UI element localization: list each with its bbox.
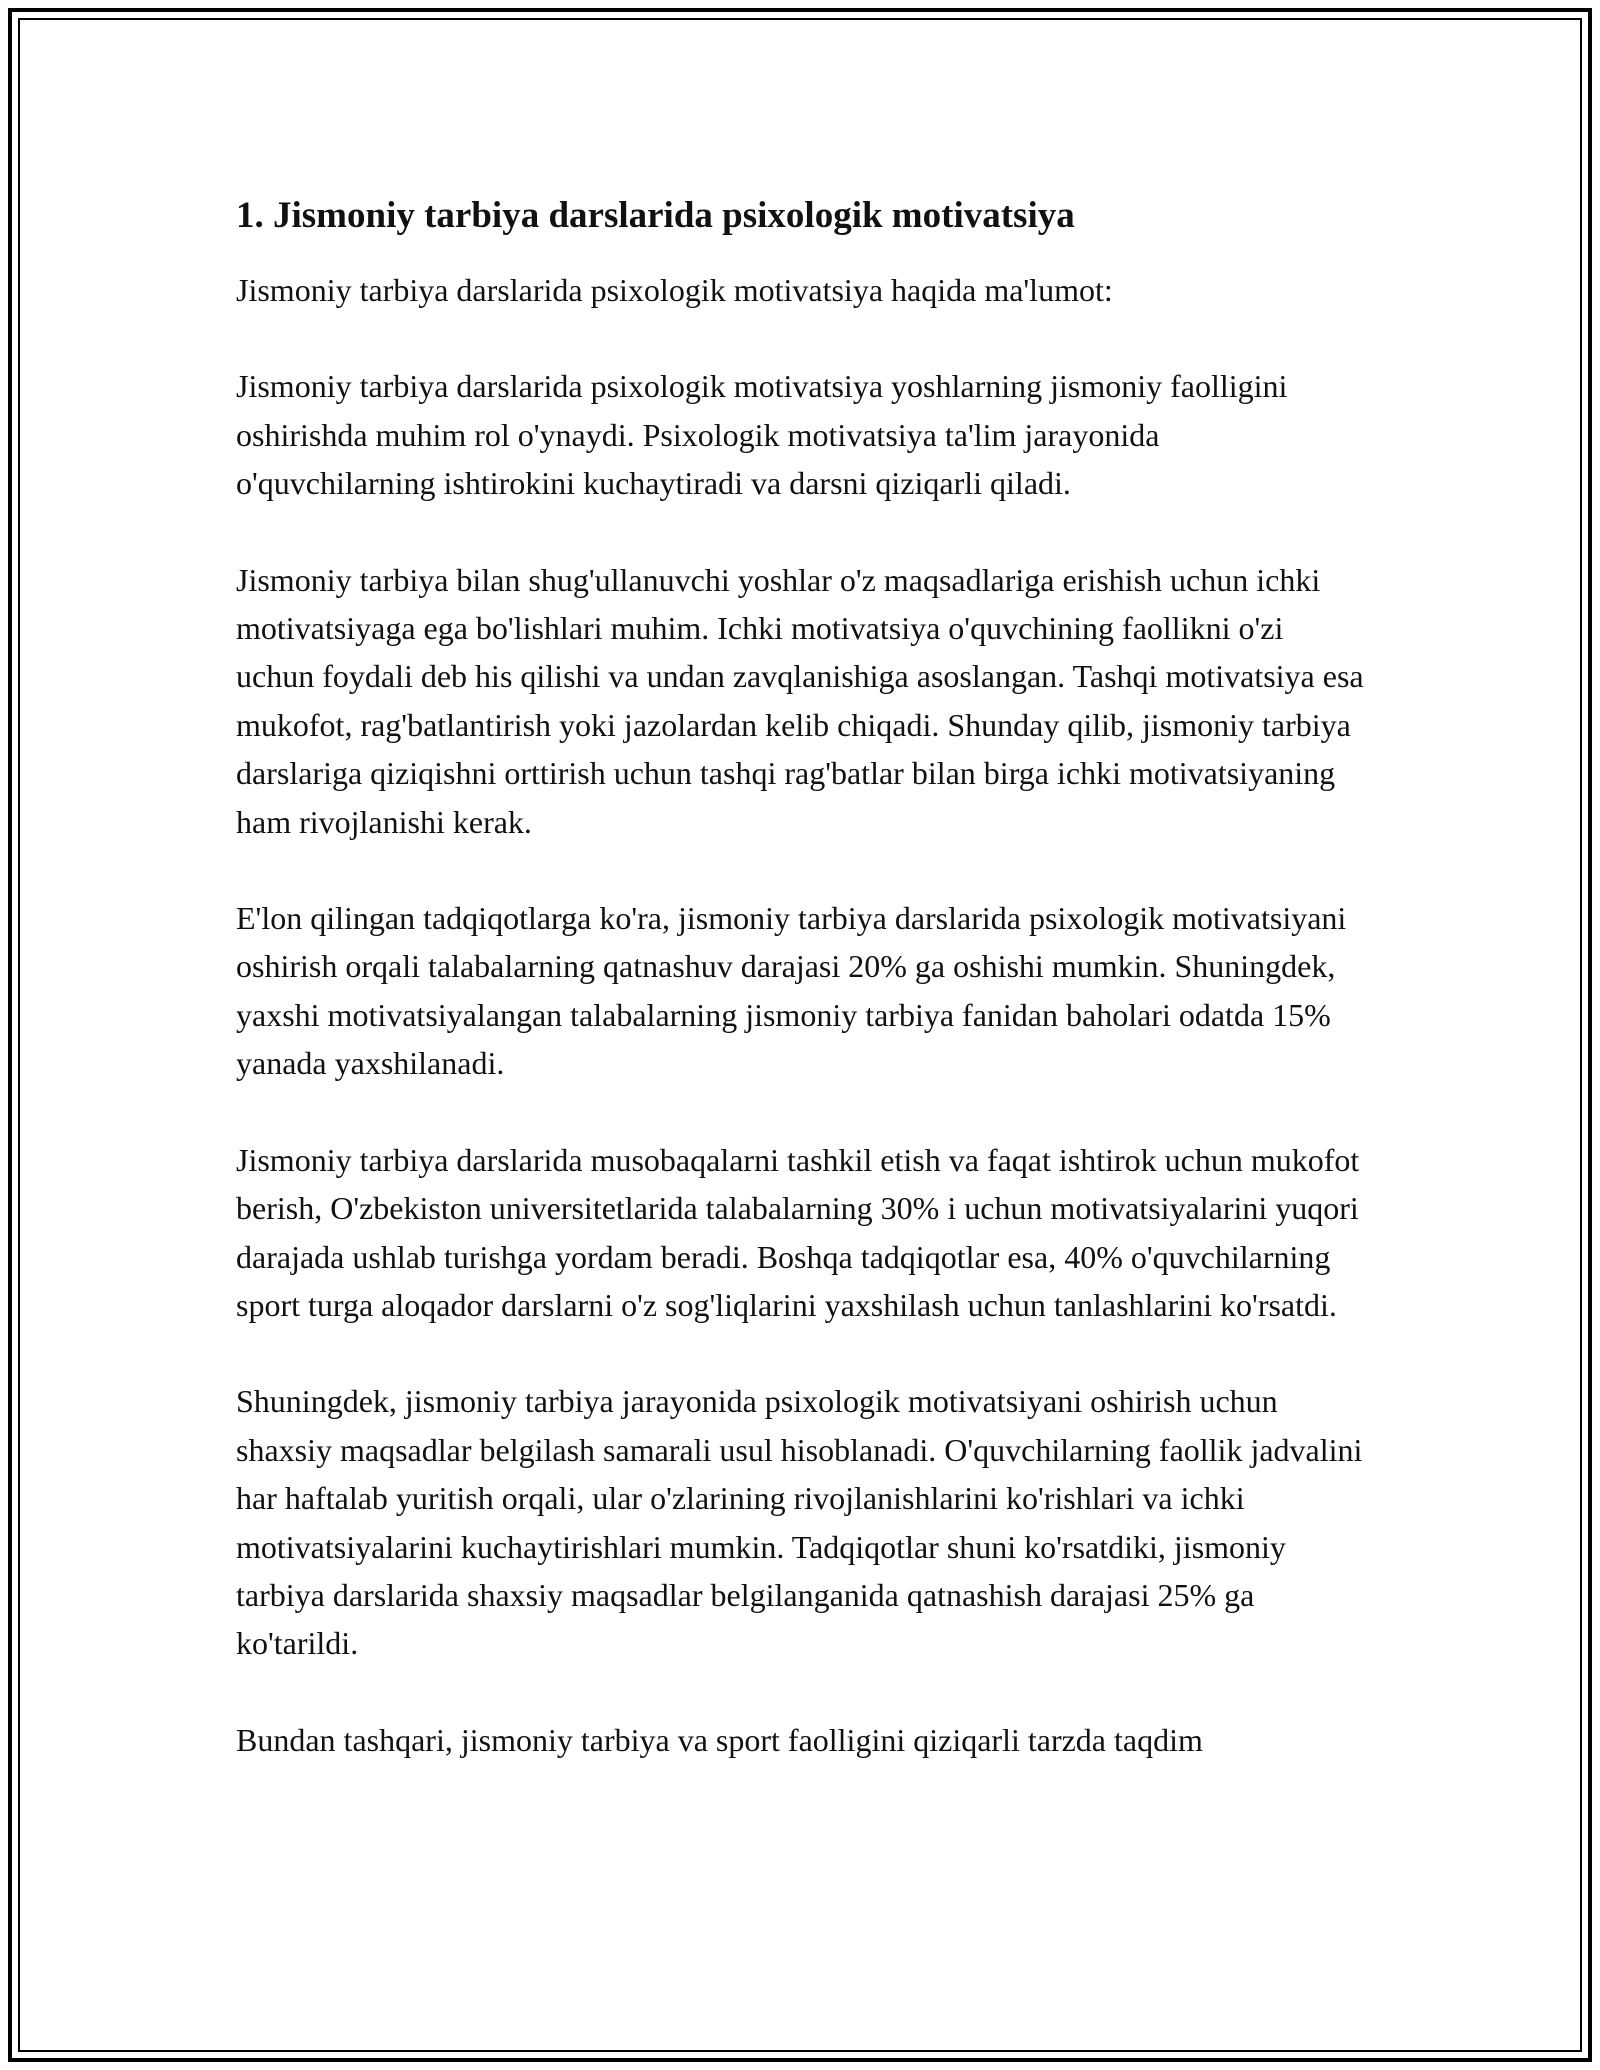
paragraph: Jismoniy tarbiya darslarida musobaqalarni tashkil etish va faqat ishtirok uchun mukofot berish, O'zbekiston universitetlarida talabalarning 30% i uchun motivatsiyalarini yuqori darajada ushlab turishga yordam beradi. Boshqa tadqiqotlar esa, 40% o'quvchilarning sport turga aloqador darslarni o'z sog'liqlarini yaxshilash uchun tanlashlarini ko'rsatdi. <box>236 1141 1360 1323</box>
paragraph: Bundan tashqari, jismoniy tarbiya va sport faolligini qiziqarli tarzda taqdim <box>236 1721 1203 1758</box>
paragraph: E'lon qilingan tadqiqotlarga ko'ra, jismoniy tarbiya darslarida psixologik motivatsiyani oshirish orqali talabalarning qatnashuv darajasi 20% ga oshishi mumkin. Shuningdek, yaxshi motivatsiyalangan talabalarning jismoniy tarbiya fanidan baholari odatda 15% yanada yaxshilanadi. <box>236 900 1347 1082</box>
document-body <box>236 190 1366 1812</box>
document-title: 1. Jismoniy tarbiya darslarida psixologik motivatsiya <box>236 195 1075 236</box>
paragraph: Jismoniy tarbiya bilan shug'ullanuvchi yoshlar o'z maqsadlariga erishish uchun ichki motivatsiyaga ega bo'lishlari muhim. Ichki motivatsiya o'quvchining faollikni o'zi uchun foydali deb his qilishi va undan zavqlanishiga asoslangan. Tashqi motivatsiya esa mukofot, rag'batlantirish yoki jazolardan kelib chiqadi. Shunday qilib, jismoniy tarbiya darslariga qiziqishni orttirish uchun tashqi rag'batlar bilan birga ichki motivatsiyaning ham rivojlanishi kerak. <box>236 561 1364 840</box>
paragraph: Shuningdek, jismoniy tarbiya jarayonida psixologik motivatsiyani oshirish uchun shaxsiy maqsadlar belgilash samarali usul hisoblanadi. O'quvchilarning faollik jadvalini har haftalab yuritish orqali, ular o'zlarining rivojlanishlarini ko'rishlari va ichki motivatsiyalarini kuchaytirishlari mumkin. Tadqiqotlar shuni ko'rsatdiki, jismoniy tarbiya darslarida shaxsiy maqsadlar belgilanganida qatnashish darajasi 25% ga ko'tarildi. <box>236 1383 1363 1662</box>
intro-paragraph: Jismoniy tarbiya darslarida psixologik motivatsiya haqida ma'lumot: <box>236 272 1113 308</box>
paragraph: Jismoniy tarbiya darslarida psixologik motivatsiya yoshlarning jismoniy faolligini oshirishda muhim rol o'ynaydi. Psixologik motivatsiya ta'lim jarayonida o'quvchilarning ishtirokini kuchaytiradi va darsni qiziqarli qiladi. <box>236 368 1288 502</box>
